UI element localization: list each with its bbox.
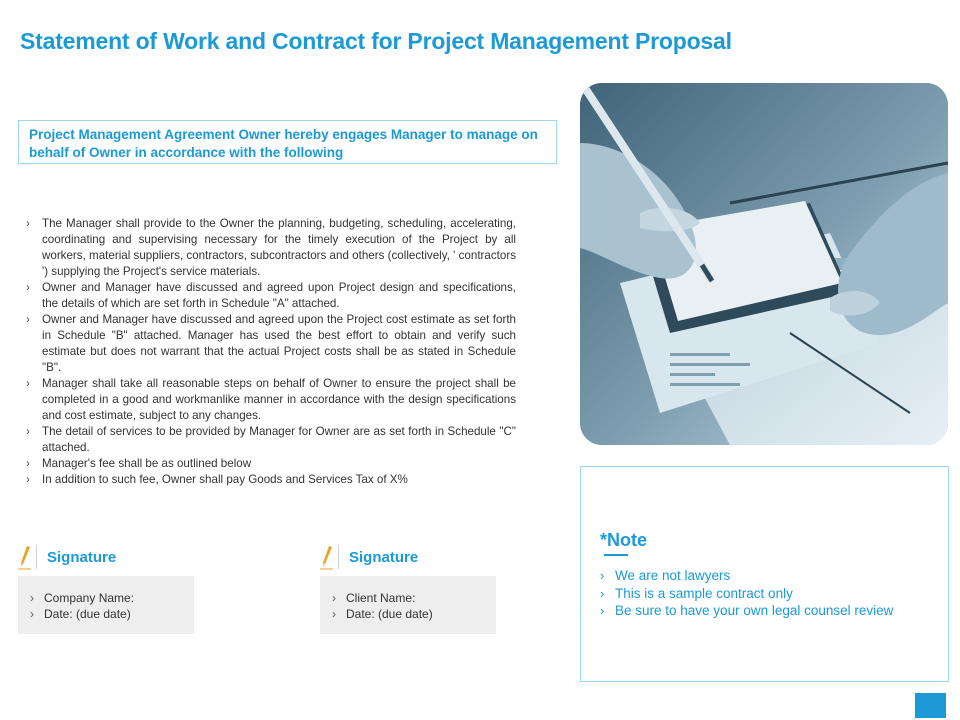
clause-item (26, 216, 516, 280)
clause-text: The detail of services to be provided by Manager for Owner are as set forth in Schedule "C" attached. (42, 425, 516, 454)
signature-divider (338, 545, 339, 569)
note-box (580, 466, 949, 682)
chevron-right-icon: › (332, 591, 336, 605)
chevron-right-icon: › (26, 426, 30, 438)
signature-header (18, 544, 198, 572)
chevron-right-icon: › (600, 603, 605, 618)
date-line (30, 606, 194, 622)
clause-text: The Manager shall provide to the Owner the planning, budgeting, scheduling, accelerating, coordinating and supervising necessary for the timely execution of the Project by all workers, material suppliers, contractors, subcontractors and others (collectively, ' contractors ') supplying the Project's service materials. (42, 217, 516, 278)
page-title: Statement of Work and Contract for Project Management Proposal (20, 28, 732, 54)
chevron-right-icon: › (30, 591, 34, 605)
client-name-label: Client Name: (346, 591, 416, 605)
clause-text: Owner and Manager have discussed and agreed upon Project design and specifications, the details of which are set forth in Schedule "A" attached. (42, 281, 516, 310)
date-label: Date: (due date) (44, 607, 131, 621)
signature-divider (36, 545, 37, 569)
clause-item (26, 312, 516, 376)
signature-block-client (320, 544, 500, 634)
chevron-right-icon: › (600, 585, 605, 601)
signature-heading: Signature (349, 549, 419, 566)
date-label: Date: (due date) (346, 607, 433, 621)
photo-illustration (580, 83, 948, 445)
signature-header (320, 544, 500, 572)
note-item-text: We are not lawyers (615, 568, 731, 583)
signature-box (320, 576, 496, 634)
chevron-right-icon: › (26, 282, 30, 294)
chevron-right-icon: › (26, 218, 30, 230)
clause-text: Manager's fee shall be as outlined below (42, 457, 252, 470)
clause-item (26, 472, 516, 488)
corner-accent-block (915, 693, 946, 718)
chevron-right-icon: › (26, 458, 30, 470)
note-item (600, 567, 893, 585)
signature-box (18, 576, 194, 634)
chevron-right-icon: › (30, 607, 34, 621)
note-title: *Note (600, 530, 648, 550)
note-list (600, 567, 893, 620)
note-underline (604, 554, 628, 556)
company-name-line (30, 590, 194, 606)
note-item-text: This is a sample contract only (615, 585, 793, 601)
pen-icon (18, 544, 32, 570)
date-line (332, 606, 496, 622)
clause-text: Manager shall take all reasonable steps on behalf of Owner to ensure the project shall be completed in a good and workmanlike manner in accordance with the design specifications and cost estimate, subject to any changes. (42, 377, 516, 422)
clause-list (26, 216, 516, 488)
clause-text: In addition to such fee, Owner shall pay Goods and Services Tax of X% (42, 473, 408, 486)
chevron-right-icon: › (332, 607, 336, 621)
intro-box: Project Management Agreement Owner hereby engages Manager to manage on behalf of Owner in accordance with the following (18, 120, 557, 164)
clause-item (26, 376, 516, 424)
clause-item (26, 424, 516, 456)
chevron-right-icon: › (26, 474, 30, 486)
clause-item (26, 280, 516, 312)
note-item (600, 602, 893, 620)
company-name-label: Company Name: (44, 591, 135, 605)
chevron-right-icon: › (26, 378, 30, 390)
note-item (600, 585, 893, 603)
note-item-text: Be sure to have your own legal counsel review (615, 603, 894, 618)
signature-block-company (18, 544, 198, 634)
clause-item (26, 456, 516, 472)
client-name-line (332, 590, 496, 606)
chevron-right-icon: › (26, 314, 30, 326)
pen-icon (320, 544, 334, 570)
chevron-right-icon: › (600, 568, 605, 583)
clause-text: Owner and Manager have discussed and agreed upon the Project cost estimate as set forth in Schedule "B" attached. Manager has used the best effort to obtain and verify such estimate but does not warrant that the actual Project costs shall be as stated in Schedule "B". (42, 313, 516, 374)
hands-writing-photo (580, 83, 948, 445)
signature-heading: Signature (47, 549, 117, 566)
